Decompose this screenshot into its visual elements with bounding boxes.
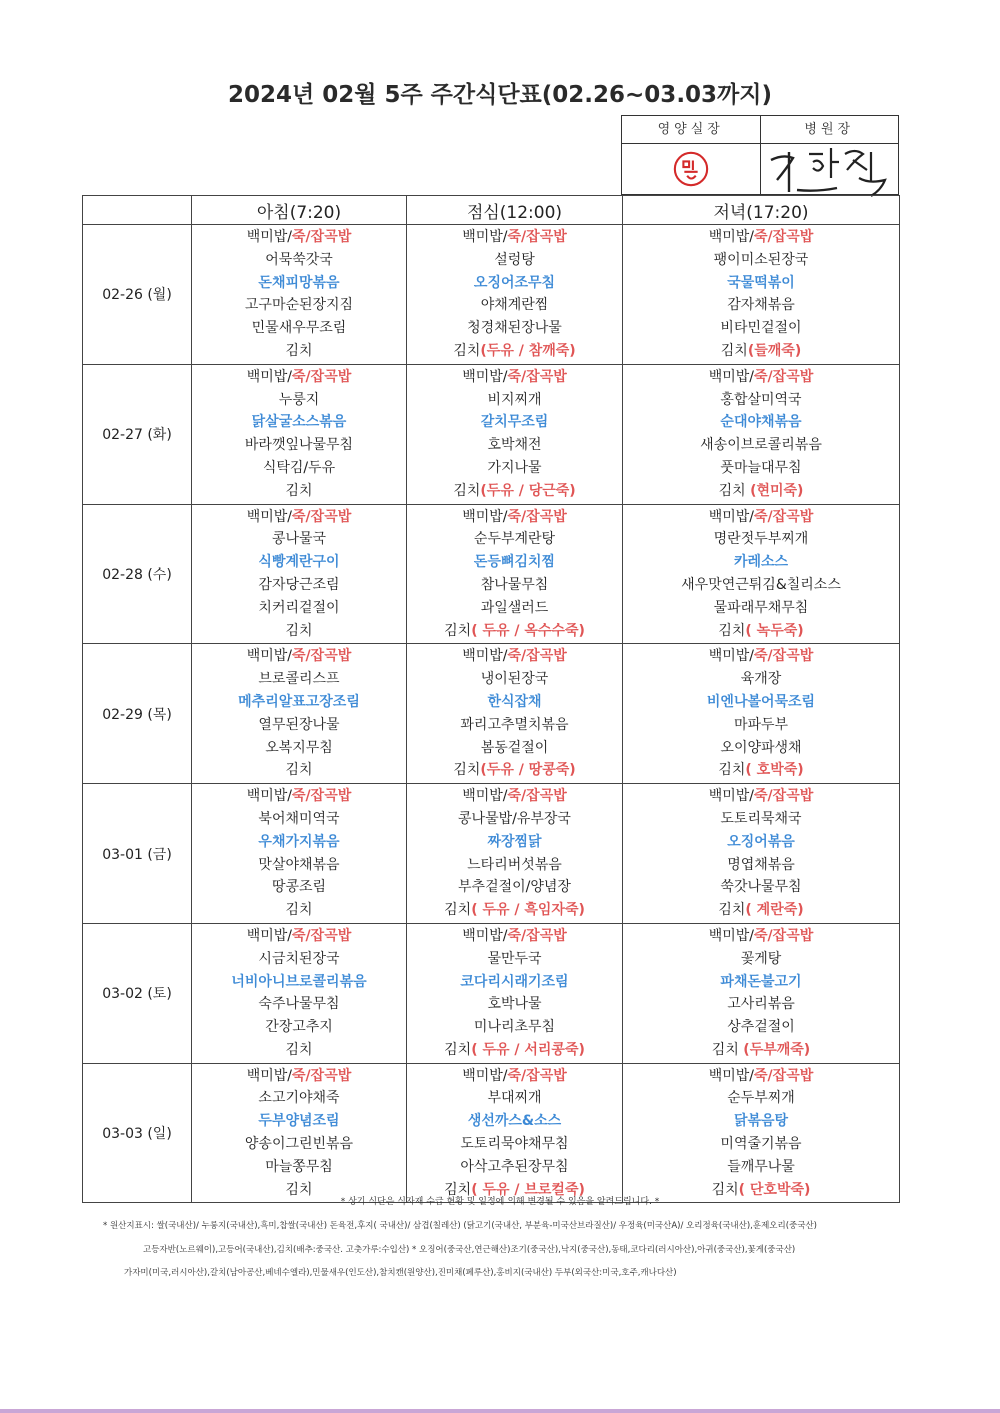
main-dish: 순대야채볶음	[720, 414, 802, 431]
dish-item: 명란젓두부찌개	[713, 531, 809, 548]
kimchi: 김치	[718, 762, 746, 779]
rice-main: 백미밥/	[246, 508, 293, 525]
porridge-extra: ( 계란죽)	[745, 902, 804, 919]
main-dish: 국물떡볶이	[727, 274, 795, 291]
main-dish: 닭살굴소스볶음	[251, 414, 347, 431]
rice-main: 백미밥/	[462, 788, 508, 805]
dish-item: 식탁김/두유	[262, 459, 336, 476]
rice-main: 백미밥/	[246, 229, 293, 245]
dish-item: 아삭고추된장무침	[460, 1158, 569, 1175]
dish-item: 미나리초무침	[473, 1019, 556, 1036]
rice-line	[192, 1065, 406, 1088]
dinner-cell	[623, 504, 900, 644]
dish-item: 비지찌개	[487, 391, 542, 408]
rice-main: 백미밥/	[708, 648, 755, 665]
table-header-row	[83, 196, 900, 225]
rice-line	[623, 366, 899, 389]
porridge-extra: (현미죽)	[750, 482, 804, 499]
main-dish: 돈등뼈김치찜	[473, 554, 556, 571]
kimchi: 김치	[285, 622, 313, 639]
dinner-cell	[623, 784, 900, 924]
dish-item: 마파두부	[733, 716, 789, 733]
page-title: 2024년 02월 5주 주간식단표(02.26~03.03까지)	[227, 82, 773, 108]
day-date: 02-28 (수)	[83, 504, 192, 644]
dish-item: 민물새우무조림	[251, 320, 347, 337]
rice-line	[623, 226, 899, 249]
dish-item: 북어채미역국	[258, 810, 340, 827]
dish-item: 새우맛연근튀김&칠리소스	[681, 576, 841, 593]
breakfast-cell	[192, 644, 407, 784]
porridge-extra: ( 두유 / 브로컬죽)	[471, 1181, 585, 1198]
lunch-cell	[407, 923, 623, 1063]
rice-alt: 죽/잡곡밥	[292, 229, 352, 245]
weekly-menu-table	[82, 195, 900, 1203]
dish-item: 육개장	[740, 671, 782, 688]
porridge-extra: ( 두유 / 흑임자죽)	[471, 902, 585, 919]
rice-line	[192, 925, 406, 948]
porridge-extra: (두유 / 당근죽)	[480, 482, 576, 499]
kimchi: 김치	[285, 1041, 313, 1058]
breakfast-cell	[192, 1063, 407, 1203]
main-dish: 메추리알표고장조림	[238, 693, 360, 710]
dish-item: 풋마늘대무침	[720, 459, 802, 476]
kimchi-line	[623, 480, 899, 503]
dish-item: 꽃게탕	[740, 950, 782, 967]
rice-main: 백미밥/	[462, 508, 508, 525]
main-dish: 비엔나볼어묵조림	[706, 693, 816, 710]
kimchi-line	[407, 899, 622, 922]
kimchi-line	[192, 899, 406, 922]
kimchi: 김치	[444, 902, 472, 919]
rice-line	[192, 506, 406, 529]
breakfast-cell	[192, 923, 407, 1063]
dish-item: 고사리볶음	[727, 996, 795, 1013]
kimchi-line	[623, 340, 899, 363]
dish-item: 들깨무나물	[727, 1158, 795, 1175]
approval-director-cell	[761, 144, 899, 195]
dish-item: 야채계란찜	[480, 297, 549, 314]
dish-item: 냉이된장국	[480, 671, 549, 688]
kimchi: 김치	[285, 762, 313, 779]
dish-item: 호박채전	[487, 437, 542, 454]
rice-line	[407, 1065, 622, 1088]
rice-alt: 죽/잡곡밥	[507, 648, 567, 665]
kimchi: 김치	[285, 1181, 313, 1198]
dish-item: 감자채볶음	[727, 297, 795, 314]
dish-item: 설렁탕	[494, 251, 535, 268]
main-dish: 짜장찜닭	[487, 833, 542, 850]
rice-main: 백미밥/	[462, 368, 508, 385]
dish-item: 맛살야채볶음	[258, 856, 340, 873]
rice-line	[192, 645, 406, 668]
dish-item: 오복지무침	[265, 739, 333, 756]
rice-alt: 죽/잡곡밥	[754, 508, 814, 525]
rice-alt: 죽/잡곡밥	[292, 788, 352, 805]
rice-main: 백미밥/	[462, 229, 508, 245]
main-dish: 코다리시래기조림	[460, 973, 569, 990]
kimchi-line	[192, 759, 406, 782]
dish-item: 도토리묵야채무침	[460, 1136, 569, 1153]
main-dish: 식빵계란구이	[258, 554, 340, 571]
dish-item: 콩나물국	[271, 531, 327, 548]
table-row	[83, 504, 900, 644]
dinner-cell	[623, 1063, 900, 1203]
dish-item: 양송이그린빈볶음	[244, 1136, 354, 1153]
dish-item: 물만두국	[487, 950, 542, 967]
dish-item: 명엽채볶음	[727, 856, 795, 873]
rice-alt: 죽/잡곡밥	[754, 1067, 814, 1084]
rice-alt: 죽/잡곡밥	[754, 648, 814, 665]
rice-alt: 죽/잡곡밥	[754, 788, 814, 805]
rice-line	[623, 506, 899, 529]
lunch-cell	[407, 1063, 623, 1203]
main-dish: 우채가지볶음	[258, 833, 340, 850]
page-bottom-border	[0, 1409, 1000, 1413]
rice-alt: 죽/잡곡밥	[507, 229, 567, 245]
main-dish: 돈채피망볶음	[258, 274, 340, 291]
main-dish: 오징어조무침	[473, 274, 556, 291]
dish-item: 느타리버섯볶음	[467, 856, 562, 873]
rice-alt: 죽/잡곡밥	[292, 1067, 352, 1084]
rice-line	[623, 785, 899, 808]
rice-main: 백미밥/	[708, 229, 755, 245]
rice-main: 백미밥/	[708, 927, 755, 944]
kimchi-line	[407, 759, 622, 782]
origin-note-1: * 원산지표시: 쌀(국내산)/ 누룽지(국내산),흑미,찹쌀(국내산) 돈육전,후지( 국내산)/ 삼겹(칠레산) (닭고기(국내산, 부분육-미국산브라질산)/ 우정육(미국산A)/ 오리정육(국내산),훈제오리(중국산)	[103, 1221, 817, 1231]
lunch-cell	[407, 225, 623, 365]
dish-item: 홍합살미역국	[720, 391, 802, 408]
table-row	[83, 364, 900, 504]
day-date: 03-01 (금)	[83, 784, 192, 924]
porridge-extra: (두유 / 참깨죽)	[480, 342, 576, 359]
rice-main: 백미밥/	[708, 1067, 755, 1084]
table-row	[83, 1063, 900, 1203]
dish-item: 참나물무침	[480, 576, 549, 593]
dish-item: 고구마순된장지짐	[244, 297, 354, 314]
dish-item: 땅콩조림	[271, 879, 327, 896]
header-dinner: 저녁(17:20)	[623, 196, 900, 225]
kimchi: 김치	[453, 482, 481, 499]
kimchi: 김치	[720, 342, 748, 359]
rice-line	[407, 785, 622, 808]
rice-line	[407, 506, 622, 529]
dish-item: 누룽지	[278, 391, 320, 408]
rice-line	[407, 925, 622, 948]
rice-line	[192, 785, 406, 808]
rice-alt: 죽/잡곡밥	[292, 368, 352, 385]
main-dish: 생선까스&소스	[467, 1113, 562, 1130]
kimchi: 김치	[444, 1041, 472, 1058]
dinner-cell	[623, 225, 900, 365]
approval-box	[621, 115, 899, 195]
breakfast-cell	[192, 504, 407, 644]
dish-item: 바라깻잎나물무침	[244, 437, 354, 454]
dish-item: 시금치된장국	[258, 950, 340, 967]
dish-item: 비타민겉절이	[720, 320, 802, 337]
dish-item: 과일샐러드	[480, 599, 549, 616]
dish-item: 쑥갓나물무침	[720, 879, 802, 896]
rice-alt: 죽/잡곡밥	[292, 508, 352, 525]
day-date: 03-02 (토)	[83, 923, 192, 1063]
director-signature-icon	[761, 132, 896, 202]
kimchi-line	[407, 340, 622, 363]
breakfast-cell	[192, 784, 407, 924]
dish-item: 가지나물	[487, 459, 542, 476]
approval-director-head: 병원장	[804, 122, 855, 137]
kimchi: 김치	[711, 1181, 739, 1198]
dish-item: 열무된장나물	[258, 716, 340, 733]
dish-item: 어묵쑥갓국	[265, 251, 333, 268]
red-seal-stamp-icon	[672, 150, 710, 188]
kimchi: 김치	[285, 342, 313, 359]
kimchi: 김치	[453, 762, 481, 779]
rice-line	[407, 226, 622, 249]
main-dish: 갈치무조림	[480, 414, 549, 431]
change-notice: * 상기 식단은 식자재 수급 현황 및 일정에 의해 변경될 수 있음을 알려드립니다. *	[340, 1197, 660, 1207]
rice-alt: 죽/잡곡밥	[507, 788, 567, 805]
table-row	[83, 644, 900, 784]
main-dish: 두부양념조림	[258, 1113, 340, 1130]
dish-item: 상추겉절이	[727, 1019, 795, 1036]
kimchi-line	[407, 1039, 622, 1062]
main-dish: 카레소스	[733, 554, 789, 571]
kimchi: 김치	[718, 902, 746, 919]
rice-line	[407, 645, 622, 668]
rice-main: 백미밥/	[246, 368, 293, 385]
main-dish: 오징어볶음	[727, 833, 795, 850]
rice-main: 백미밥/	[708, 368, 755, 385]
rice-alt: 죽/잡곡밥	[292, 648, 352, 665]
dish-item: 숙주나물무침	[258, 996, 340, 1013]
porridge-extra: ( 호박죽)	[745, 762, 804, 779]
dinner-cell	[623, 644, 900, 784]
kimchi-line	[407, 620, 622, 643]
dish-item: 감자당근조림	[258, 576, 340, 593]
kimchi-line	[192, 620, 406, 643]
dish-item: 꽈리고추멸치볶음	[460, 716, 569, 733]
porridge-extra: (두부깨죽)	[743, 1041, 811, 1058]
breakfast-cell	[192, 364, 407, 504]
main-dish: 너비아니브로콜리볶음	[231, 973, 367, 990]
kimchi: 김치	[718, 482, 751, 499]
porridge-extra: ( 두유 / 옥수수죽)	[471, 622, 585, 639]
rice-main: 백미밥/	[246, 1067, 293, 1084]
dish-item: 오이양파생채	[720, 739, 802, 756]
rice-main: 백미밥/	[246, 788, 293, 805]
dish-item: 소고기야채죽	[258, 1090, 340, 1107]
kimchi-line	[192, 340, 406, 363]
day-date: 03-03 (일)	[83, 1063, 192, 1203]
rice-main: 백미밥/	[246, 648, 293, 665]
rice-main: 백미밥/	[246, 927, 293, 944]
dish-item: 청경채된장나물	[467, 320, 562, 337]
rice-line	[192, 366, 406, 389]
dish-item: 부추겉절이/양념장	[458, 879, 571, 896]
dish-item: 콩나물밥/유부장국	[458, 810, 571, 827]
main-dish: 파채돈불고기	[720, 973, 802, 990]
dinner-cell	[623, 923, 900, 1063]
rice-main: 백미밥/	[708, 788, 755, 805]
porridge-extra: ( 두유 / 서리콩죽)	[471, 1041, 585, 1058]
kimchi: 김치	[718, 622, 746, 639]
rice-alt: 죽/잡곡밥	[754, 229, 814, 245]
header-lunch: 점심(12:00)	[407, 196, 623, 225]
day-date: 02-27 (화)	[83, 364, 192, 504]
table-row	[83, 784, 900, 924]
kimchi: 김치	[711, 1041, 744, 1058]
rice-main: 백미밥/	[462, 1067, 508, 1084]
porridge-extra: (들깨죽)	[747, 342, 802, 359]
header-date	[83, 196, 192, 225]
lunch-cell	[407, 644, 623, 784]
rice-alt: 죽/잡곡밥	[507, 1067, 567, 1084]
kimchi: 김치	[285, 482, 313, 499]
dish-item: 호박나물	[487, 996, 542, 1013]
kimchi: 김치	[444, 622, 472, 639]
kimchi-line	[407, 480, 622, 503]
origin-note-2: 고등자반(노르웨이),고등어(국내산),김치(배추:중국산. 고춧가루:수입산) * 오징어(중국산,연근해산)조기(중국산),낙지(중국산),동태,코다리(러시아산),아귀(중국산),꽃게(중국산)	[143, 1245, 796, 1255]
main-dish: 닭볶음탕	[733, 1113, 789, 1130]
breakfast-cell	[192, 225, 407, 365]
dish-item: 치커리겉절이	[258, 599, 340, 616]
kimchi-line	[192, 1039, 406, 1062]
header-breakfast: 아침(7:20)	[192, 196, 407, 225]
dish-item: 도토리묵채국	[720, 810, 802, 827]
kimchi-line	[192, 480, 406, 503]
table-row	[83, 923, 900, 1063]
main-dish: 한식잡채	[487, 693, 542, 710]
rice-alt: 죽/잡곡밥	[754, 927, 814, 944]
porridge-extra: (두유 / 땅콩죽)	[480, 762, 576, 779]
kimchi-line	[623, 899, 899, 922]
dish-item: 새송이브로콜리볶음	[700, 437, 822, 454]
rice-line	[623, 925, 899, 948]
day-date: 02-26 (월)	[83, 225, 192, 365]
approval-nutrition-cell	[622, 144, 761, 195]
rice-alt: 죽/잡곡밥	[507, 508, 567, 525]
dish-item: 브로콜리스프	[258, 671, 340, 688]
lunch-cell	[407, 784, 623, 924]
table-row	[83, 225, 900, 365]
rice-line	[623, 1065, 899, 1088]
dish-item: 물파래무채무침	[713, 599, 809, 616]
lunch-cell	[407, 364, 623, 504]
approval-nutrition-head: 영양실장	[622, 116, 761, 143]
dish-item: 부대찌개	[487, 1090, 542, 1107]
dish-item: 봄동겉절이	[480, 739, 549, 756]
rice-alt: 죽/잡곡밥	[507, 368, 567, 385]
rice-line	[623, 645, 899, 668]
rice-main: 백미밥/	[462, 648, 508, 665]
rice-main: 백미밥/	[462, 927, 508, 944]
dinner-cell	[623, 364, 900, 504]
origin-note-3: 가자미(미국,러시아산),갈치(남아공산,베네수엘라),민물새우(인도산),참치캔(원양산),진미채(페루산),홍비지(국내산) 두부(외국산:미국,호주,캐나다산)	[124, 1268, 677, 1278]
dish-item: 순두부계란탕	[473, 531, 556, 548]
porridge-extra: ( 단호박죽)	[738, 1181, 811, 1198]
dish-item: 순두부찌개	[727, 1090, 795, 1107]
dish-item: 간장고추지	[265, 1019, 333, 1036]
kimchi-line	[623, 620, 899, 643]
kimchi: 김치	[453, 342, 481, 359]
dish-item: 마늘쫑무침	[265, 1158, 333, 1175]
dish-item: 미역줄기볶음	[720, 1136, 802, 1153]
rice-alt: 죽/잡곡밥	[507, 927, 567, 944]
rice-line	[192, 226, 406, 249]
kimchi: 김치	[444, 1181, 472, 1198]
dish-item: 팽이미소된장국	[713, 251, 809, 268]
kimchi-line	[623, 1039, 899, 1062]
kimchi: 김치	[285, 902, 313, 919]
porridge-extra: ( 녹두죽)	[745, 622, 804, 639]
rice-main: 백미밥/	[708, 508, 755, 525]
kimchi-line	[623, 759, 899, 782]
lunch-cell	[407, 504, 623, 644]
rice-line	[407, 366, 622, 389]
rice-alt: 죽/잡곡밥	[754, 368, 814, 385]
day-date: 02-29 (목)	[83, 644, 192, 784]
rice-alt: 죽/잡곡밥	[292, 927, 352, 944]
